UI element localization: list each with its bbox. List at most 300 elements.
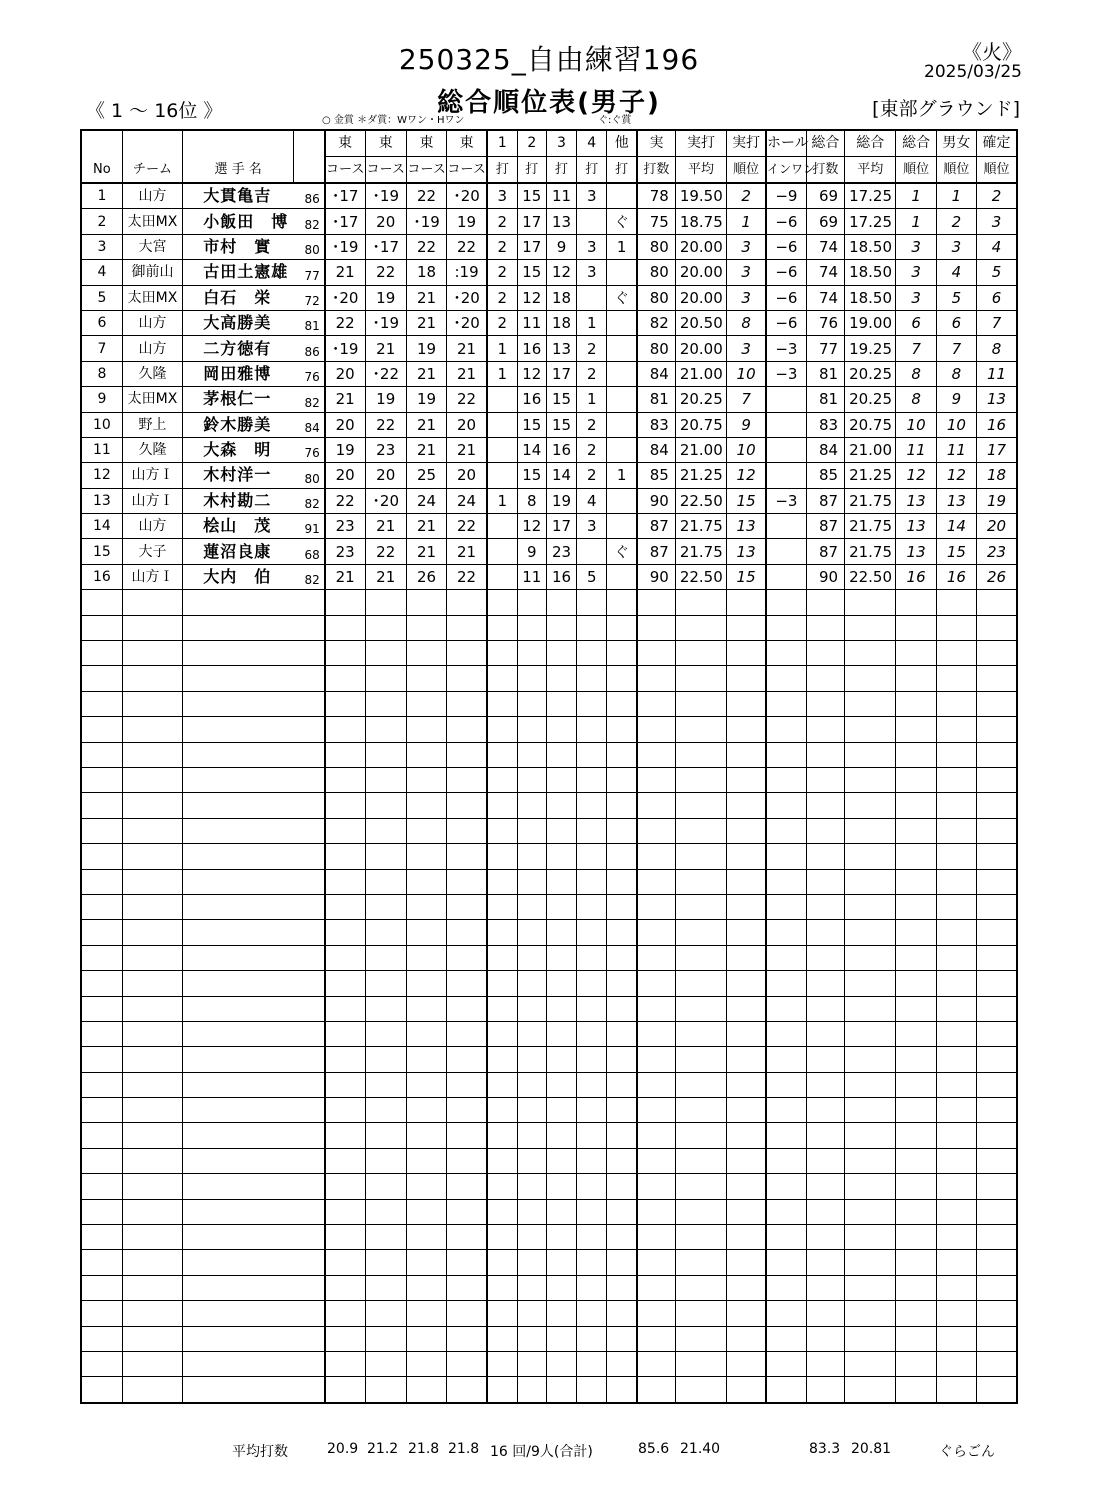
cell-final: 23 [977,539,1017,564]
cell-team [122,945,182,970]
cell-gender_rank: 9 [936,387,976,412]
cell-c2: ･17 [365,234,406,259]
cell-trank [896,742,936,767]
cell-name: 大貫亀吉 [183,183,294,209]
cell-total: 87 [806,514,844,539]
cell-rank [727,945,766,970]
cell-total [806,793,844,818]
cell-h1 [487,564,517,589]
cell-tavg [845,742,896,767]
cell-c3: 26 [406,564,446,589]
header-cell: 他 [607,130,637,157]
cell-h4 [577,1351,607,1376]
cell-h3 [546,1021,576,1046]
cell-h2 [517,844,546,869]
cell-other [607,183,637,209]
cell-name [183,971,294,996]
cell-h2 [517,1250,546,1275]
cell-team [122,1174,182,1199]
cell-no [81,1275,122,1300]
cell-c2 [365,767,406,792]
cell-final: 8 [977,336,1017,361]
cell-gender_rank: 7 [936,336,976,361]
cell-name [183,894,294,919]
cell-final: 20 [977,514,1017,539]
cell-name [183,641,294,666]
cell-h4 [577,641,607,666]
cell-tavg [845,590,896,615]
cell-c2 [365,615,406,640]
cell-team [122,996,182,1021]
cell-final [977,742,1017,767]
cell-rank: 3 [727,234,766,259]
cell-avg: 20.00 [675,234,726,259]
table-body [81,183,1017,1403]
cell-strokes [637,742,675,767]
cell-no [81,945,122,970]
cell-strokes [637,996,675,1021]
cell-total: 69 [806,183,844,209]
cell-total [806,1275,844,1300]
cell-h3 [546,641,576,666]
cell-total [806,641,844,666]
cell-tavg [845,615,896,640]
cell-trank [896,971,936,996]
cell-c4: 21 [447,437,487,462]
cell-gender_rank [936,1098,976,1123]
cell-h1 [487,996,517,1021]
cell-tavg: 18.50 [845,234,896,259]
cell-h1 [487,1148,517,1173]
cell-h3: 9 [546,234,576,259]
cell-trank: 3 [896,234,936,259]
cell-rank: 10 [727,361,766,386]
average-footer [0,1441,1058,1463]
empty-row [81,1174,1017,1199]
cell-avg [675,666,726,691]
cell-h2: 11 [517,310,546,335]
cell-team [122,1275,182,1300]
cell-name [183,869,294,894]
cell-trank [896,945,936,970]
header-cell: コース [365,157,406,184]
cell-team [122,1377,182,1403]
cell-no [81,1148,122,1173]
cell-team [122,971,182,996]
cell-name [183,615,294,640]
cell-c3 [406,793,446,818]
cell-other: ぐ [607,209,637,234]
cell-h1 [487,1250,517,1275]
cell-rank [727,767,766,792]
cell-c1 [325,1326,365,1351]
cell-other [607,818,637,843]
header-cell: 1 [487,130,517,157]
cell-name: 大森 明 [183,437,294,462]
cell-other [607,641,637,666]
cell-no: 8 [81,361,122,386]
cell-h3 [546,1326,576,1351]
cell-hio [766,1098,806,1123]
cell-name [183,1021,294,1046]
empty-row [81,641,1017,666]
cell-total [806,1174,844,1199]
cell-team [122,1148,182,1173]
cell-trank: 7 [896,336,936,361]
cell-trank [896,996,936,1021]
cell-avg [675,844,726,869]
cell-total [806,1225,844,1250]
cell-trank: 3 [896,260,936,285]
cell-age [294,767,325,792]
cell-age [294,615,325,640]
table-row [81,564,1017,589]
cell-other [607,488,637,513]
cell-h4 [577,1098,607,1123]
cell-c3 [406,1275,446,1300]
cell-c2: 19 [365,387,406,412]
cell-tavg [845,1098,896,1123]
cell-h1 [487,945,517,970]
cell-c4: ･20 [447,285,487,310]
cell-c3: 25 [406,463,446,488]
cell-h4 [577,691,607,716]
cell-c4: 20 [447,412,487,437]
cell-gender_rank [936,691,976,716]
cell-team: 山方Ｉ [122,564,182,589]
cell-rank [727,1301,766,1326]
cell-h2 [517,641,546,666]
cell-c1 [325,1123,365,1148]
cell-h4 [577,971,607,996]
cell-h1 [487,767,517,792]
cell-age [294,717,325,742]
cell-c1: 21 [325,387,365,412]
header-cell: インワン [766,157,806,184]
cell-hio [766,1123,806,1148]
cell-c3 [406,666,446,691]
cell-age [294,1148,325,1173]
rank-range-label: 《 1 ～ 16位 》 [86,100,223,122]
cell-age: 82 [294,387,325,412]
cell-c3 [406,1123,446,1148]
cell-h2 [517,920,546,945]
cell-h2 [517,1047,546,1072]
cell-h3 [546,844,576,869]
cell-final: 5 [977,260,1017,285]
cell-c1 [325,590,365,615]
cell-tavg [845,818,896,843]
cell-c3 [406,1326,446,1351]
cell-rank [727,1326,766,1351]
table-row [81,234,1017,259]
cell-hio [766,514,806,539]
cell-age: 68 [294,539,325,564]
cell-trank [896,1098,936,1123]
cell-final: 17 [977,437,1017,462]
header-cell: 打 [607,157,637,184]
cell-h1 [487,1098,517,1123]
cell-c4 [447,1250,487,1275]
cell-h1: 2 [487,209,517,234]
cell-rank [727,1047,766,1072]
cell-c4: 21 [447,336,487,361]
cell-avg: 21.00 [675,361,726,386]
cell-h1 [487,539,517,564]
header-row-bottom [81,157,1017,184]
cell-avg: 22.50 [675,564,726,589]
cell-no [81,1301,122,1326]
footer-total-per-round: 20.81 [851,1441,892,1457]
cell-rank [727,818,766,843]
cell-strokes [637,920,675,945]
cell-h4 [577,844,607,869]
cell-no: 5 [81,285,122,310]
cell-h4 [577,1174,607,1199]
cell-c2: 21 [365,336,406,361]
cell-hio [766,691,806,716]
cell-strokes: 75 [637,209,675,234]
cell-gender_rank [936,1326,976,1351]
cell-avg [675,945,726,970]
cell-name [183,717,294,742]
cell-age [294,742,325,767]
header-cell: ホール [766,130,806,157]
cell-strokes [637,1123,675,1148]
cell-rank: 15 [727,488,766,513]
cell-gender_rank [936,717,976,742]
cell-tavg [845,920,896,945]
cell-no: 15 [81,539,122,564]
cell-age: 76 [294,361,325,386]
cell-other [607,1021,637,1046]
cell-avg [675,1377,726,1403]
cell-h4 [577,1326,607,1351]
cell-c3: 24 [406,488,446,513]
cell-final [977,1174,1017,1199]
cell-c4 [447,1275,487,1300]
cell-strokes: 85 [637,463,675,488]
cell-final [977,1377,1017,1403]
cell-rank [727,869,766,894]
cell-no: 14 [81,514,122,539]
cell-rank: 12 [727,463,766,488]
cell-h1 [487,1275,517,1300]
cell-h3 [546,818,576,843]
cell-c2 [365,1098,406,1123]
footer-course4-avg: 21.8 [448,1441,480,1457]
cell-trank [896,767,936,792]
cell-avg [675,920,726,945]
cell-strokes [637,1072,675,1097]
cell-avg [675,717,726,742]
cell-name [183,920,294,945]
weekday-label: 《火》 [962,40,1022,64]
cell-trank [896,1148,936,1173]
cell-name [183,945,294,970]
cell-hio [766,844,806,869]
cell-gender_rank: 16 [936,564,976,589]
table-row [81,361,1017,386]
cell-gender_rank: 6 [936,310,976,335]
gu-award-legend: ぐ:ぐ賞 [598,115,632,126]
cell-total [806,1098,844,1123]
cell-tavg [845,767,896,792]
cell-total [806,1072,844,1097]
cell-c4 [447,615,487,640]
cell-c2: 23 [365,437,406,462]
cell-tavg [845,1377,896,1403]
cell-c1 [325,818,365,843]
cell-name: 大高勝美 [183,310,294,335]
empty-row [81,1225,1017,1250]
cell-h3 [546,767,576,792]
cell-no [81,1123,122,1148]
cell-h3: 17 [546,361,576,386]
cell-hio [766,1326,806,1351]
cell-h2 [517,742,546,767]
empty-row [81,1301,1017,1326]
cell-age [294,971,325,996]
cell-c1 [325,767,365,792]
cell-c2 [365,641,406,666]
cell-avg [675,590,726,615]
cell-trank [896,1199,936,1224]
cell-c2 [365,894,406,919]
cell-h1: 1 [487,361,517,386]
cell-age [294,1275,325,1300]
cell-final: 6 [977,285,1017,310]
cell-name: 桧山 茂 [183,514,294,539]
cell-h1 [487,717,517,742]
cell-trank: 8 [896,387,936,412]
cell-avg [675,1199,726,1224]
cell-final [977,1275,1017,1300]
header-cell: コース [447,157,487,184]
cell-c3 [406,1021,446,1046]
cell-gender_rank [936,1351,976,1376]
cell-trank: 13 [896,539,936,564]
empty-row [81,844,1017,869]
cell-c1 [325,742,365,767]
cell-final [977,793,1017,818]
cell-name: 木村勘二 [183,488,294,513]
cell-no: 12 [81,463,122,488]
cell-final [977,844,1017,869]
cell-h3 [546,742,576,767]
cell-c2 [365,1250,406,1275]
cell-no [81,971,122,996]
cell-c4 [447,717,487,742]
cell-gender_rank: 12 [936,463,976,488]
empty-row [81,1123,1017,1148]
footer-course2-avg: 21.2 [367,1441,399,1457]
cell-h2 [517,1199,546,1224]
cell-team [122,1225,182,1250]
cell-age [294,1021,325,1046]
cell-final [977,1301,1017,1326]
cell-h1: 2 [487,260,517,285]
cell-strokes [637,1199,675,1224]
cell-name [183,1377,294,1403]
cell-rank [727,641,766,666]
cell-h3 [546,666,576,691]
cell-h1 [487,590,517,615]
cell-gender_rank [936,1199,976,1224]
cell-rank [727,971,766,996]
cell-h2 [517,1072,546,1097]
cell-other [607,336,637,361]
cell-hio [766,463,806,488]
cell-hio: −3 [766,336,806,361]
cell-c4 [447,1199,487,1224]
cell-gender_rank [936,1225,976,1250]
cell-h1: 1 [487,488,517,513]
cell-h2 [517,1377,546,1403]
cell-c4: 22 [447,514,487,539]
cell-c1: 21 [325,260,365,285]
cell-c4 [447,869,487,894]
cell-team [122,793,182,818]
cell-h4: 3 [577,260,607,285]
cell-c1 [325,1021,365,1046]
cell-strokes: 90 [637,564,675,589]
cell-gender_rank [936,894,976,919]
cell-c2 [365,742,406,767]
cell-h1: 2 [487,234,517,259]
date-label: 2025/03/25 [924,62,1022,82]
cell-total [806,1199,844,1224]
cell-c1: ･19 [325,336,365,361]
cell-c4: 21 [447,361,487,386]
cell-age [294,1098,325,1123]
cell-other [607,615,637,640]
cell-c2 [365,793,406,818]
cell-team: 野上 [122,412,182,437]
cell-c4 [447,1021,487,1046]
cell-h2 [517,615,546,640]
cell-hio [766,1072,806,1097]
header-cell [81,130,122,157]
cell-hio [766,539,806,564]
cell-c3: 19 [406,387,446,412]
cell-h2: 16 [517,336,546,361]
cell-tavg: 18.50 [845,260,896,285]
cell-strokes: 80 [637,234,675,259]
cell-strokes [637,1250,675,1275]
cell-final [977,1123,1017,1148]
cell-c1: 22 [325,488,365,513]
cell-h4 [577,1021,607,1046]
cell-h2: 12 [517,514,546,539]
footer-avg: 21.40 [680,1441,721,1457]
cell-c1 [325,1072,365,1097]
cell-trank [896,666,936,691]
cell-c4 [447,1326,487,1351]
cell-total: 81 [806,361,844,386]
cell-strokes: 84 [637,437,675,462]
cell-gender_rank [936,869,976,894]
header-cell: 東 [365,130,406,157]
cell-team: 久隆 [122,361,182,386]
cell-final [977,945,1017,970]
cell-gender_rank [936,920,976,945]
cell-other [607,361,637,386]
cell-no [81,1072,122,1097]
cell-other [607,1174,637,1199]
cell-strokes [637,1225,675,1250]
cell-c1: ･17 [325,209,365,234]
